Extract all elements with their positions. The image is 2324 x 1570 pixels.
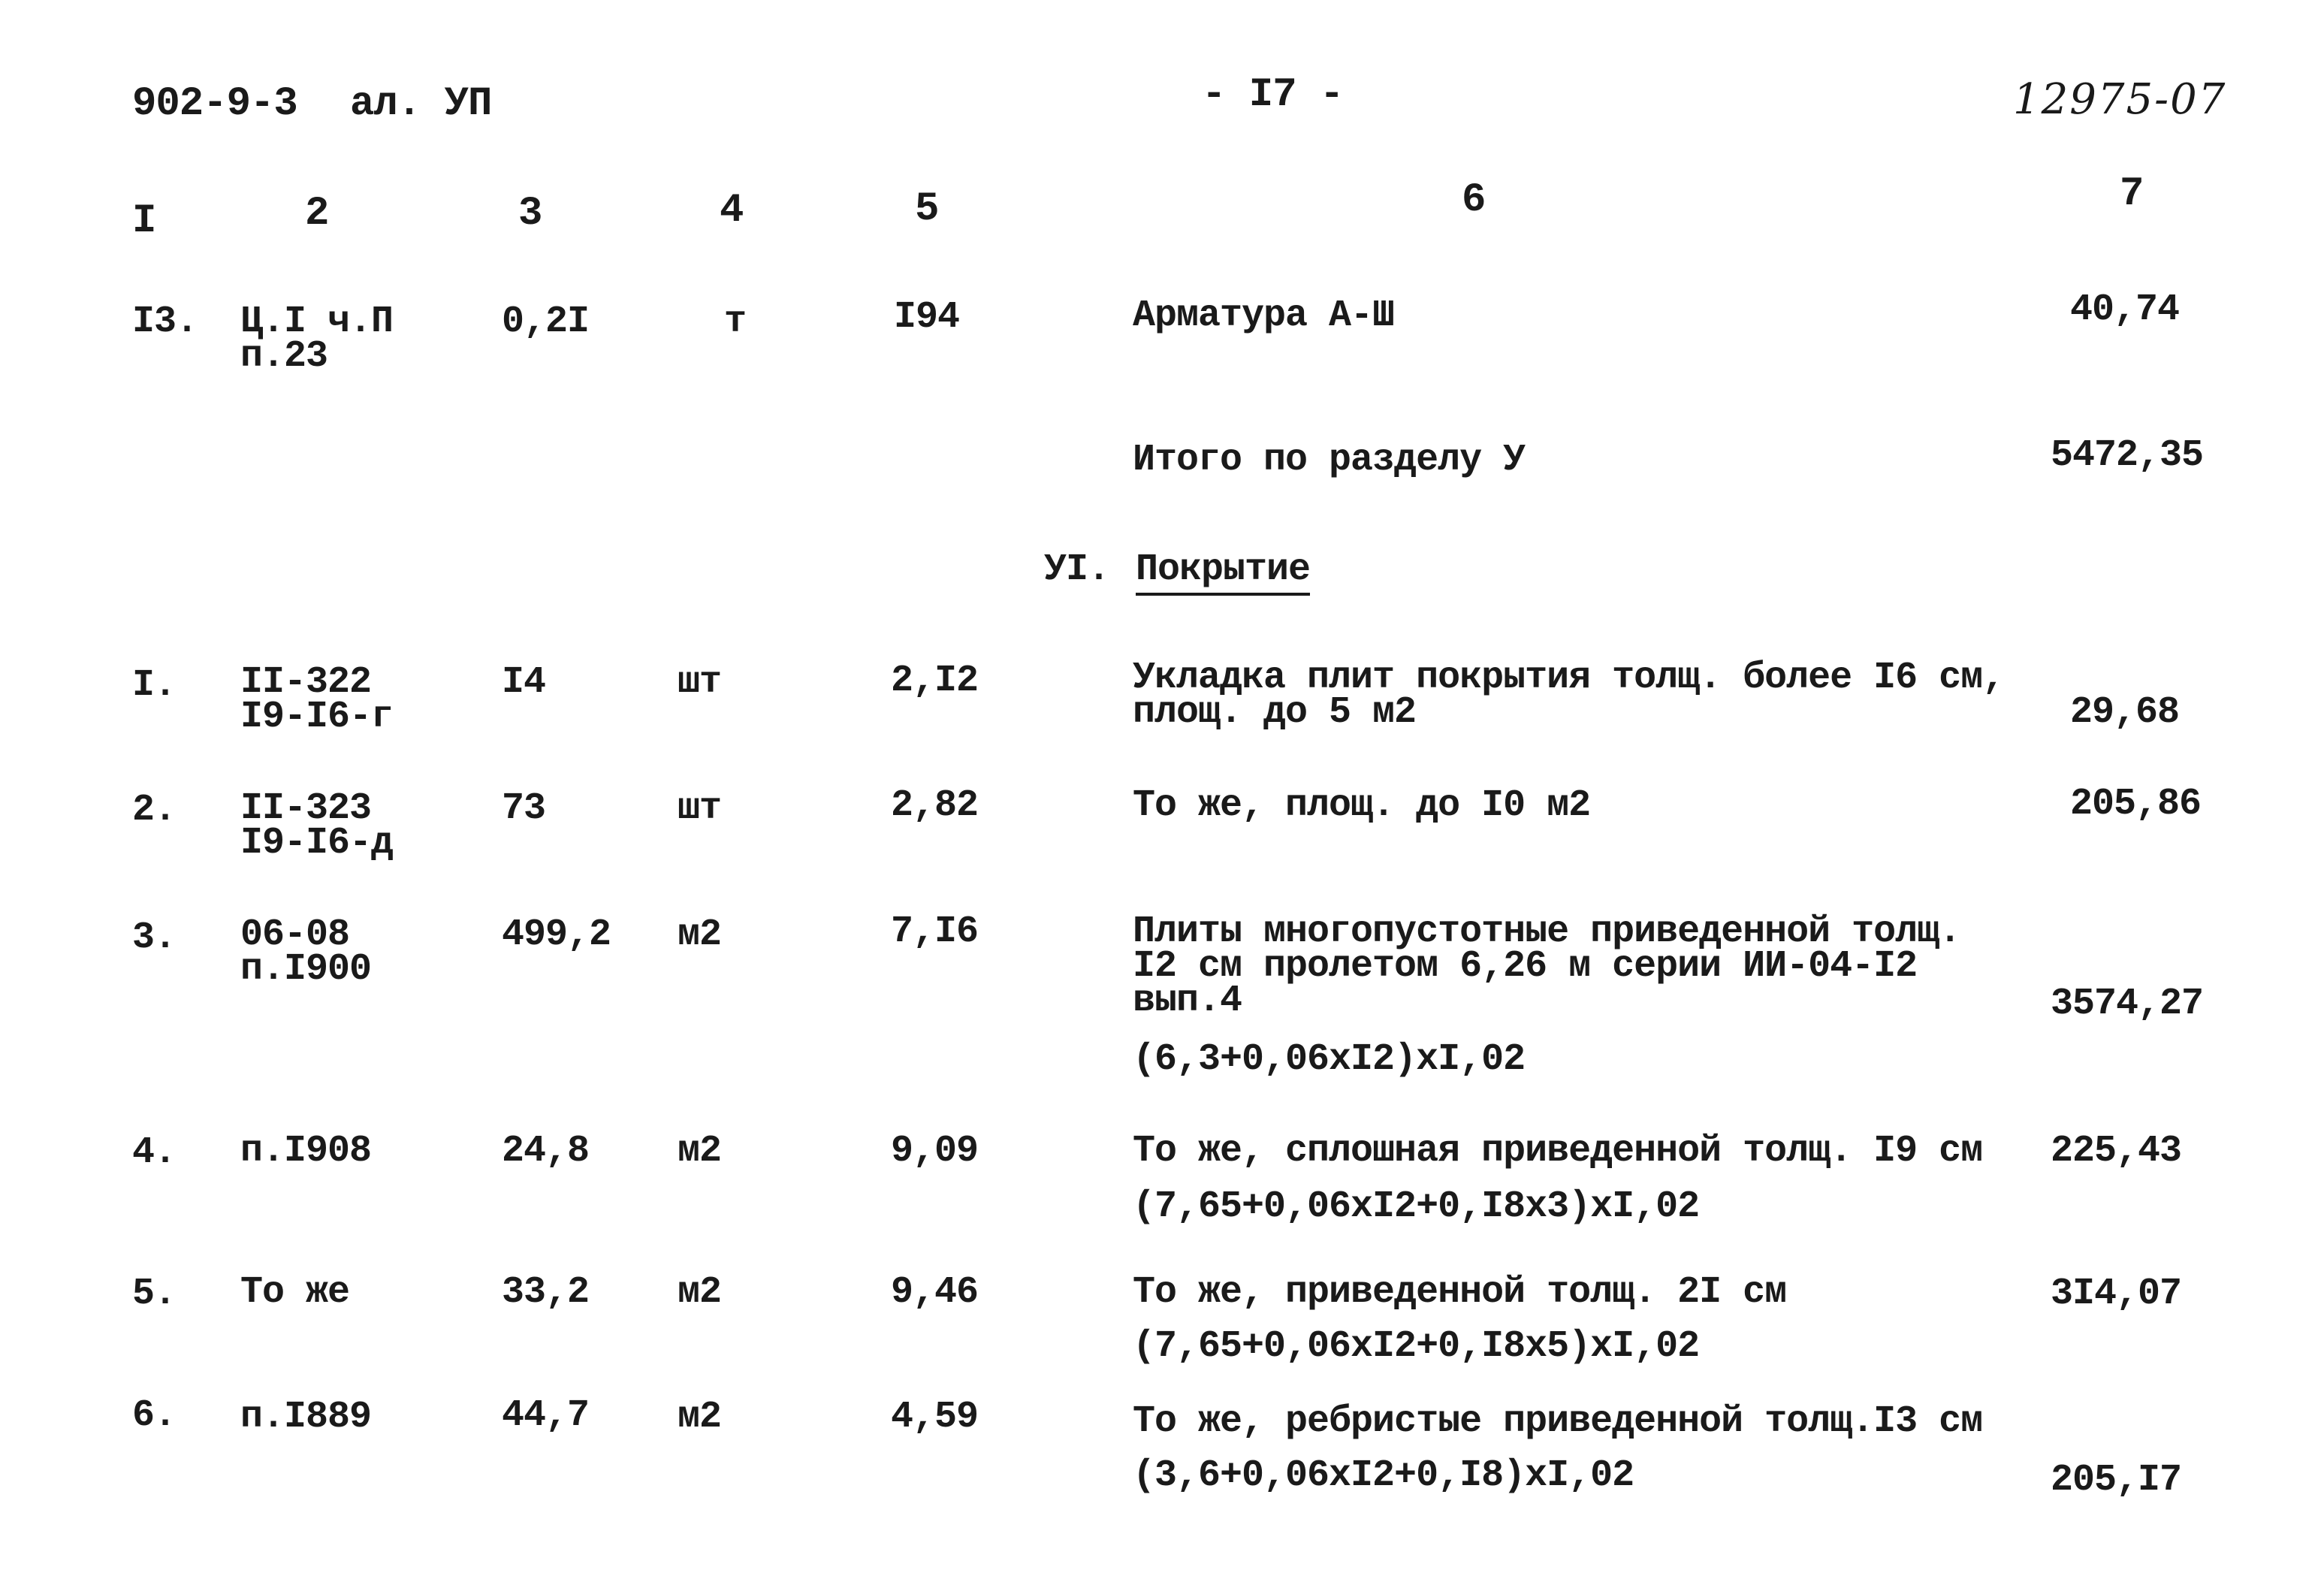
subtotal-label: Итого по разделу У — [1133, 439, 1526, 482]
unit: м2 — [678, 1130, 722, 1173]
description: Укладка плит покрытия толщ. более I6 см, площ. до 5 м2 — [1133, 657, 2005, 734]
norm-code: То же — [240, 1271, 350, 1314]
unit-price: I94 — [894, 296, 960, 339]
unit: шт — [678, 787, 722, 830]
calculation-formula: (3,6+0,06хI2+0,I8)хI,02 — [1133, 1454, 1634, 1497]
quantity: I4 — [502, 661, 546, 704]
description: То же, площ. до I0 м2 — [1133, 784, 1591, 827]
unit-price: 9,09 — [891, 1130, 979, 1173]
description: То же, приведенной толщ. 2I см — [1133, 1271, 1787, 1314]
unit-price: 2,I2 — [891, 660, 979, 702]
column-header: 7 — [2120, 171, 2144, 217]
row-number: 5. — [132, 1273, 177, 1315]
description: Арматура А-Ш — [1133, 294, 1395, 337]
unit: м2 — [678, 913, 722, 956]
series-code: 902-9-3 — [132, 81, 297, 127]
norm-code: п.I908 — [240, 1130, 372, 1173]
quantity: 44,7 — [502, 1394, 590, 1437]
column-header: 5 — [915, 186, 939, 232]
unit-price: 9,46 — [891, 1271, 979, 1314]
calculation-formula: (7,65+0,06хI2+0,I8х3)хI,02 — [1133, 1185, 1700, 1228]
column-header: 4 — [720, 188, 744, 234]
unit: шт — [678, 661, 722, 704]
norm-code: Ц.I ч.П п.23 — [240, 300, 394, 378]
column-header: 2 — [305, 191, 329, 237]
total-cost: 3574,27 — [2051, 983, 2204, 1025]
quantity: 73 — [502, 787, 546, 830]
total-cost: 225,43 — [2051, 1130, 2182, 1173]
column-header: 3 — [518, 191, 542, 237]
row-number: 6. — [132, 1394, 177, 1437]
quantity: 499,2 — [502, 913, 611, 956]
total-cost: 3I4,07 — [2051, 1273, 2182, 1315]
row-number: I3. — [132, 300, 198, 343]
total-cost: 205,86 — [2070, 783, 2202, 826]
unit-price: 4,59 — [891, 1396, 979, 1439]
total-cost: 205,I7 — [2051, 1459, 2182, 1502]
quantity: 0,2I — [502, 300, 590, 343]
section-number: УI. — [1044, 548, 1110, 591]
row-number: 4. — [132, 1131, 177, 1174]
quantity: 24,8 — [502, 1130, 590, 1173]
column-header: 6 — [1462, 177, 1486, 223]
page-number: - I7 - — [1202, 72, 1344, 118]
description: То же, сплошная приведенной толщ. I9 см — [1133, 1130, 1983, 1173]
norm-code: 06-08 п.I900 — [240, 913, 372, 991]
section-title: Покрытие — [1136, 553, 1347, 587]
total-cost: 40,74 — [2070, 288, 2180, 331]
calculation-formula: (7,65+0,06хI2+0,I8х5)хI,02 — [1133, 1325, 1700, 1368]
norm-code: II-322 I9-I6-г — [240, 661, 394, 738]
calculation-formula: (6,3+0,06хI2)хI,02 — [1133, 1038, 1526, 1081]
unit-price: 7,I6 — [891, 910, 979, 953]
norm-code: п.I889 — [240, 1396, 372, 1439]
row-number: I. — [132, 664, 177, 707]
column-header: I — [132, 198, 156, 244]
total-cost: 29,68 — [2070, 691, 2180, 734]
quantity: 33,2 — [502, 1271, 590, 1314]
description: Плиты многопустотные приведенной толщ. I2 см пролетом 6,26 м серии ИИ-04-I2 вып.4 — [1133, 910, 1961, 1022]
album-label: ал. УП — [350, 81, 492, 127]
unit: м2 — [678, 1271, 722, 1314]
unit: м2 — [678, 1396, 722, 1439]
description: То же, ребристые приведенной толщ.I3 см — [1133, 1400, 1983, 1443]
subtotal-value: 5472,35 — [2051, 434, 2204, 477]
norm-code: II-323 I9-I6-д — [240, 787, 394, 865]
unit: т — [724, 300, 747, 343]
row-number: 2. — [132, 789, 177, 832]
unit-price: 2,82 — [891, 784, 979, 827]
document-number: 12975-07 — [2013, 75, 2227, 124]
row-number: 3. — [132, 916, 177, 959]
